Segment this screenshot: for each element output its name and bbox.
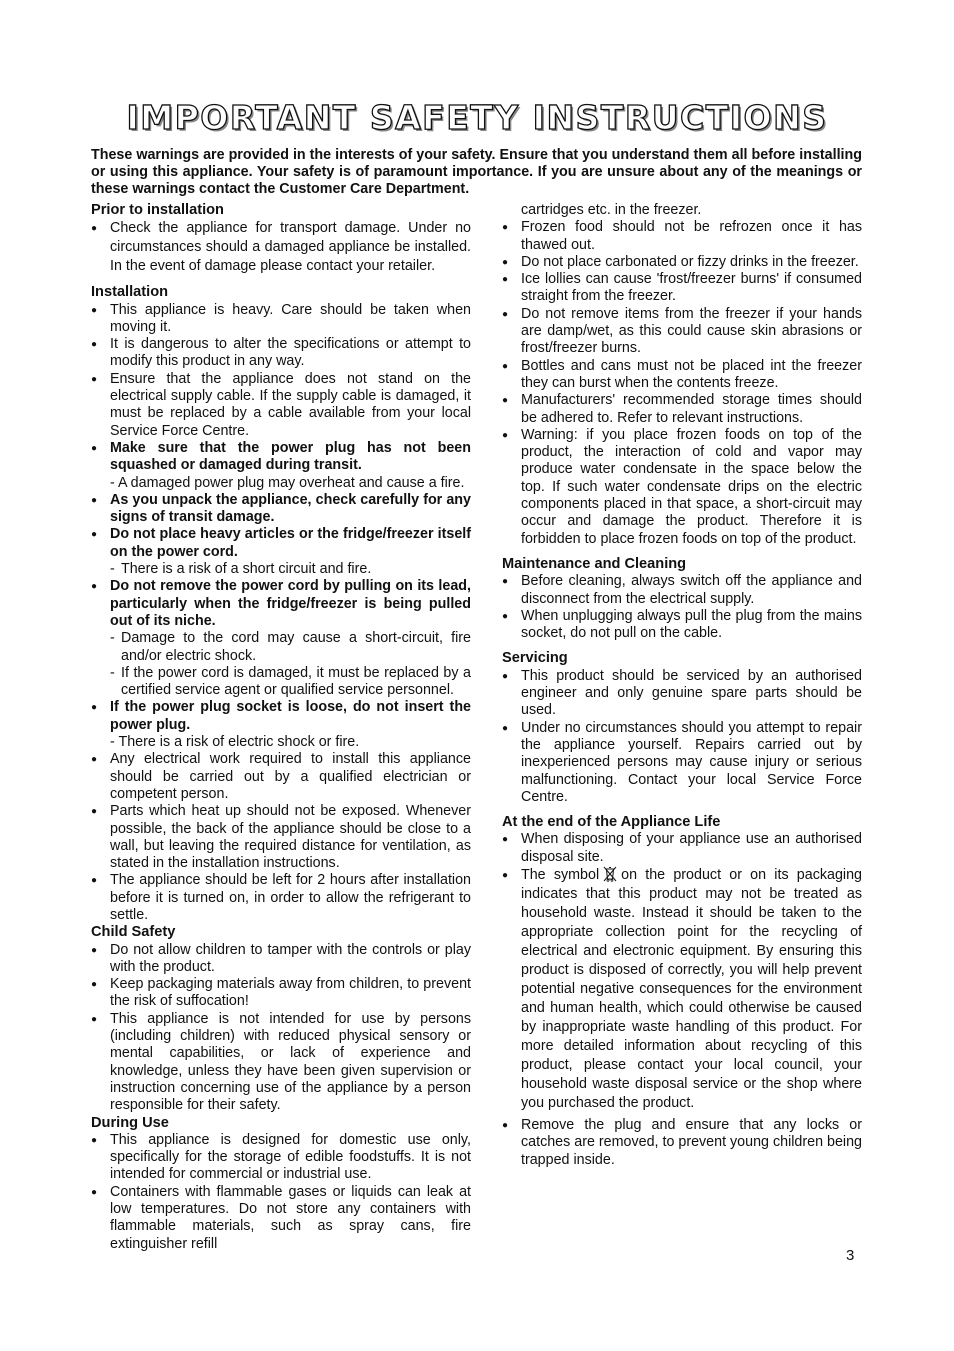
list-item-weee bbox=[502, 866, 862, 1113]
list-item: ● This appliance is not intended for use by persons (including children) with reduced physical sensory or mental capabilities, or lack of experience and knowledge, unless they have been given supervision or instruction concerning use of the appliance by a person responsible for their safety. bbox=[91, 1011, 471, 1115]
section-heading-during-use: During Use bbox=[91, 1114, 169, 1131]
during-use-list bbox=[91, 1132, 471, 1253]
list-item: ● Containers with flammable gases or liquids can leak at low temperatures. Do not store any containers with flammable materials, such as spray cans, fire extinguisher refill bbox=[91, 1184, 471, 1253]
list-item: ● This product should be serviced by an authorised engineer and only genuine spare parts should be used. bbox=[502, 668, 862, 720]
list-item: ● Do not allow children to tamper with the controls or play with the product. bbox=[91, 942, 471, 977]
maintenance-list bbox=[502, 573, 862, 642]
section-heading-prior-to-installation: Prior to installation bbox=[91, 202, 224, 218]
list-item: ● As you unpack the appliance, check carefully for any signs of transit damage. bbox=[91, 492, 471, 527]
list-subitem: - If the power cord is damaged, it must be replaced by a certified service agent or qualified service personnel. bbox=[91, 665, 471, 700]
list-item: ● Warning: if you place frozen foods on top of the product, the interaction of cold and vapor may produce water condensate in the space below the top. If such water condensate drips on the electric components placed in that space, a short-circuit may occur and damage the product. Therefore it is forbidden to place frozen foods on top of the product. bbox=[502, 427, 862, 548]
left-column bbox=[91, 202, 471, 1253]
page-title: IMPORTANT SAFETY INSTRUCTIONS bbox=[126, 98, 828, 137]
section-heading-installation: Installation bbox=[91, 284, 169, 301]
list-item: ● Do not place heavy articles or the fridge/freezer itself on the power cord. bbox=[91, 526, 471, 561]
list-item: ● Bottles and cans must not be placed int the freezer they can burst when the contents freeze. bbox=[502, 358, 862, 393]
list-item: ● Do not remove the power cord by pulling on its lead, particularly when the fridge/freezer is being pulled out of its niche. bbox=[91, 578, 471, 630]
list-item: ● Manufacturers' recommended storage times should be adhered to. Refer to relevant instructions. bbox=[502, 392, 862, 427]
page-number: 3 bbox=[846, 1247, 855, 1264]
list-subitem: - There is a risk of a short circuit and fire. bbox=[91, 561, 471, 578]
weee-text-pre: The symbol bbox=[521, 866, 600, 883]
crossed-out-wheelie-bin-icon bbox=[603, 866, 617, 882]
installation-list bbox=[91, 302, 471, 925]
list-item: ● Keep packaging materials away from children, to prevent the risk of suffocation! bbox=[91, 976, 471, 1011]
list-item: ● When disposing of your appliance use an authorised disposal site. bbox=[502, 831, 862, 866]
list-item: ● Make sure that the power plug has not been squashed or damaged during transit. bbox=[91, 440, 471, 475]
prior-list bbox=[91, 219, 471, 276]
list-item: ● Under no circumstances should you attempt to repair the appliance yourself. Repairs carried out by inexperienced persons may cause injury or serious malfunctioning. Contact your local Service Force Centre. bbox=[502, 720, 862, 806]
section-heading-servicing: Servicing bbox=[502, 650, 568, 667]
list-item: ● Before cleaning, always switch off the appliance and disconnect from the electrical supply. bbox=[502, 573, 862, 608]
list-subitem: - Damage to the cord may cause a short-circuit, fire and/or electric shock. bbox=[91, 630, 471, 665]
intro-warning: These warnings are provided in the interests of your safety. Ensure that you understand them all before installing or using this appliance. Your safety is of paramount importance. If you are unsure about any of the meanings or these warnings contact the Customer Care Department. bbox=[91, 147, 862, 197]
list-item: ● Any electrical work required to install this appliance should be carried out by a qualified electrician or competent person. bbox=[91, 751, 471, 803]
section-heading-maintenance-cleaning: Maintenance and Cleaning bbox=[502, 555, 687, 572]
child-safety-list bbox=[91, 942, 471, 1115]
list-item: ● Ensure that the appliance does not stand on the electrical supply cable. If the supply cable is damaged, it must be replaced by a cable available from your local Service Force Centre. bbox=[91, 371, 471, 440]
list-subitem: - There is a risk of electric shock or fire. bbox=[110, 734, 360, 751]
list-subitem: - A damaged power plug may overheat and cause a fire. bbox=[110, 474, 465, 491]
list-item: ● Remove the plug and ensure that any locks or catches are removed, to prevent young children being trapped inside. bbox=[502, 1117, 862, 1169]
during-use-list-continued bbox=[502, 219, 862, 548]
list-item: ● This appliance is designed for domestic use only, specifically for the storage of edible foodstuffs. It is not intended for commercial or industrial use. bbox=[91, 1132, 471, 1184]
list-item: ● Do not place carbonated or fizzy drinks in the freezer. bbox=[502, 254, 862, 271]
weee-text-post: on the product or on its packaging indicates that this product may not be treated as household waste. Instead it should be taken to the appropriate collection point for the recycling of electrical and electronic equipment. By ensuring this product is disposed of correctly, you will help prevent potential negative consequences for the environment and human health, which could otherwise be caused by inappropriate waste handling of this product. For more detailed information about recycling of this product, please contact your local council, your household waste disposal service or the shop where you purchased the product. bbox=[521, 866, 862, 1111]
list-item: ● Check the appliance for transport damage. Under no circumstances should a damaged appliance be installed. In the event of damage please contact your retailer. bbox=[91, 219, 471, 276]
list-item: ● This appliance is heavy. Care should be taken when moving it. bbox=[91, 302, 471, 337]
list-item: ● Ice lollies can cause 'frost/freezer burns' if consumed straight from the freezer. bbox=[502, 271, 862, 306]
list-item: ● Do not remove items from the freezer if your hands are damp/wet, as this could cause skin abrasions or frost/freezer burns. bbox=[502, 306, 862, 358]
list-item: ● When unplugging always pull the plug from the mains socket, do not pull on the cable. bbox=[502, 608, 862, 643]
list-item: ● It is dangerous to alter the specifications or attempt to modify this product in any way. bbox=[91, 336, 471, 371]
servicing-list bbox=[502, 668, 862, 806]
section-heading-child-safety: Child Safety bbox=[91, 924, 176, 941]
list-item-continued: cartridges etc. in the freezer. bbox=[521, 202, 702, 218]
list-item: ● If the power plug socket is loose, do not insert the power plug. bbox=[91, 699, 471, 734]
list-item: ● Parts which heat up should not be exposed. Whenever possible, the back of the appliance should be close to a wall, but leaving the required distance for ventilation, as stated in the installation instructions. bbox=[91, 803, 471, 872]
section-heading-end-of-life: At the end of the Appliance Life bbox=[502, 814, 721, 831]
list-item: ● The appliance should be left for 2 hours after installation before it is turned on, in order to allow the refrigerant to settle. bbox=[91, 872, 471, 924]
right-column bbox=[502, 202, 862, 1169]
list-item: ● Frozen food should not be refrozen once it has thawed out. bbox=[502, 219, 862, 254]
end-of-life-list bbox=[502, 831, 862, 1168]
